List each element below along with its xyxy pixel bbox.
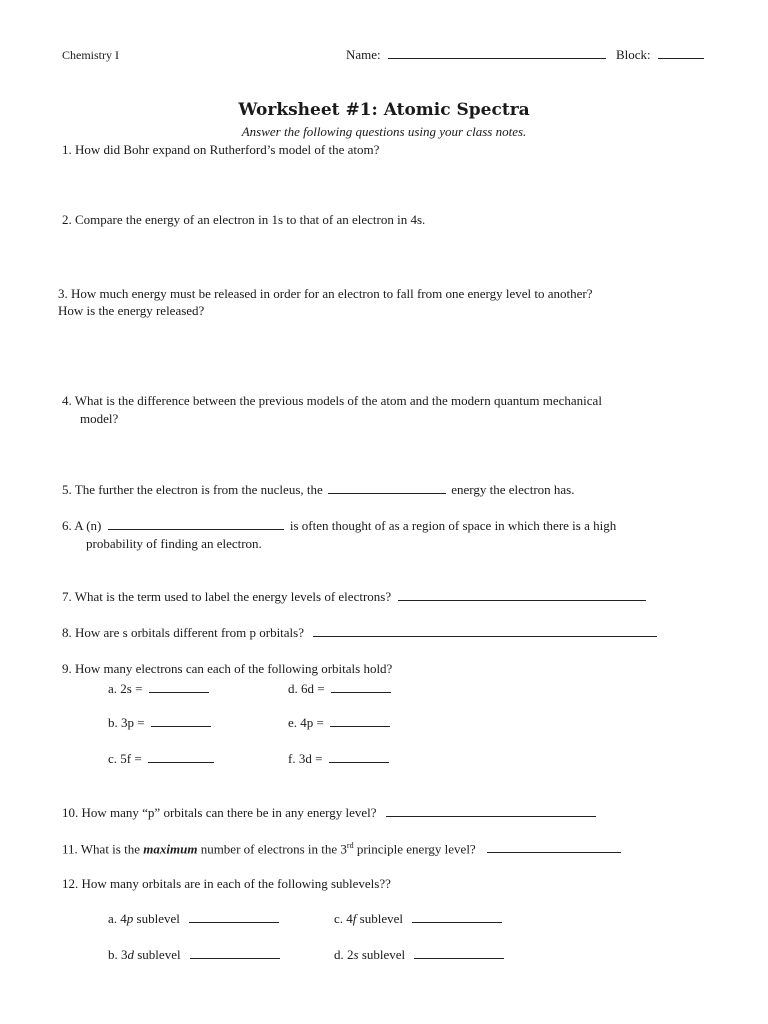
page-title: Worksheet #1: Atomic Spectra <box>238 100 530 120</box>
question-6 <box>62 518 616 534</box>
question-9: 9. How many electrons can each of the following orbitals hold? <box>62 661 393 676</box>
question-4-line1: 4. What is the difference between the previous models of the atom and the modern quantum mechanical <box>62 393 602 408</box>
block-blank[interactable] <box>658 47 704 59</box>
question-10 <box>62 805 596 821</box>
course-label: Chemistry I <box>62 48 119 62</box>
question-3-line2: How is the energy released? <box>58 303 205 318</box>
answer-6-blank[interactable] <box>108 518 284 530</box>
question-8-text: 8. How are s orbitals different from p orbitals? <box>62 625 304 640</box>
q9-item-e <box>288 715 390 731</box>
q12-item-b-prefix: b. 3 <box>108 947 128 962</box>
q12-item-c-prefix: c. 4 <box>334 911 353 926</box>
block-field[interactable] <box>616 47 704 63</box>
q12-item-d-suffix: sublevel <box>358 947 406 962</box>
q12-item-a <box>108 911 279 927</box>
question-5-text-a: 5. The further the electron is from the nucleus, the <box>62 482 323 497</box>
answer-12b-blank[interactable] <box>190 947 280 959</box>
answer-9d-blank[interactable] <box>331 681 391 693</box>
question-11-superscript: rd <box>346 841 354 850</box>
question-11 <box>62 841 621 857</box>
question-10-text: 10. How many “p” orbitals can there be in any energy level? <box>62 805 377 820</box>
name-field[interactable] <box>346 47 606 63</box>
answer-9e-blank[interactable] <box>330 715 390 727</box>
question-5 <box>62 482 574 498</box>
q9-item-a-label: a. 2s = <box>108 681 143 696</box>
q9-item-d-label: d. 6d = <box>288 681 325 696</box>
answer-8-blank[interactable] <box>313 625 657 637</box>
answer-9b-blank[interactable] <box>151 715 211 727</box>
q12-item-b <box>108 947 280 963</box>
question-11-text-a: 11. What is the <box>62 841 140 857</box>
question-7 <box>62 589 646 605</box>
question-2: 2. Compare the energy of an electron in 1s to that of an electron in 4s. <box>62 212 426 227</box>
q9-item-e-label: e. 4p = <box>288 715 324 730</box>
question-11-text-c: principle energy level? <box>356 841 476 857</box>
answer-9f-blank[interactable] <box>329 751 389 763</box>
block-label: Block: <box>616 47 651 62</box>
question-7-text: 7. What is the term used to label the energy levels of electrons? <box>62 589 392 604</box>
q12-item-b-suffix: sublevel <box>134 947 181 962</box>
q9-item-c <box>108 751 214 767</box>
answer-5-blank[interactable] <box>328 482 446 494</box>
q9-item-a <box>108 681 209 697</box>
q12-item-c-sublevel: f <box>352 911 357 926</box>
q9-item-f <box>288 751 389 767</box>
q12-item-d-sublevel: s <box>353 947 359 962</box>
question-5-text-b: energy the electron has. <box>451 482 575 497</box>
name-blank[interactable] <box>388 47 606 59</box>
answer-7-blank[interactable] <box>398 589 646 601</box>
question-6-text-b: is often thought of as a region of space in which there is a high <box>289 518 617 533</box>
question-6-line2: probability of finding an electron. <box>86 536 262 551</box>
q12-item-c-suffix: sublevel <box>356 911 403 926</box>
q12-item-a-prefix: a. 4 <box>108 911 127 926</box>
q12-item-a-suffix: sublevel <box>133 911 180 926</box>
q9-item-d <box>288 681 391 697</box>
answer-10-blank[interactable] <box>386 805 596 817</box>
q9-item-b-label: b. 3p = <box>108 715 145 730</box>
name-label: Name: <box>346 47 381 62</box>
answer-9a-blank[interactable] <box>149 681 209 693</box>
question-8 <box>62 625 657 641</box>
q9-item-c-label: c. 5f = <box>108 751 142 766</box>
answer-9c-blank[interactable] <box>148 751 214 763</box>
q12-item-a-sublevel: p <box>126 911 134 926</box>
question-6-text-a: 6. A (n) <box>62 518 102 533</box>
q12-item-d-prefix: d. 2 <box>334 947 354 962</box>
question-11-text-b: number of electrons in the 3 <box>200 841 347 857</box>
answer-12c-blank[interactable] <box>412 911 502 923</box>
q9-item-f-label: f. 3d = <box>288 751 323 766</box>
answer-12a-blank[interactable] <box>189 911 279 923</box>
page-subtitle: Answer the following questions using your class notes. <box>241 124 527 139</box>
question-11-emphasis: maximum <box>143 841 198 857</box>
question-1: 1. How did Bohr expand on Rutherford’s model of the atom? <box>62 142 380 157</box>
q9-item-b <box>108 715 211 731</box>
question-3-line1: 3. How much energy must be released in order for an electron to fall from one energy level to another? <box>58 286 593 301</box>
q12-item-d <box>334 947 504 963</box>
answer-11-blank[interactable] <box>487 841 621 853</box>
answer-12d-blank[interactable] <box>414 947 504 959</box>
q12-item-b-sublevel: d <box>127 947 134 962</box>
q12-item-c <box>334 911 502 927</box>
question-12: 12. How many orbitals are in each of the following sublevels?? <box>62 876 391 891</box>
question-4-line2: model? <box>80 411 119 426</box>
